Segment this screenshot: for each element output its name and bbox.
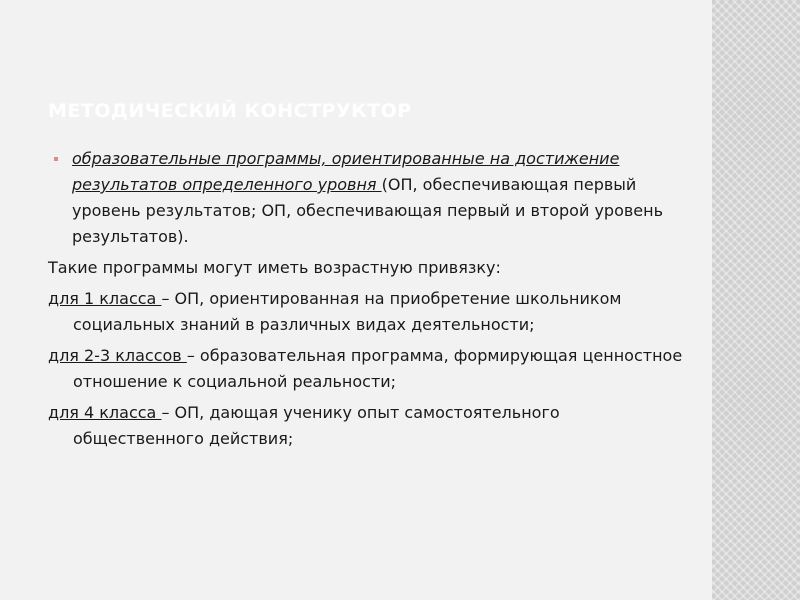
paragraph-1-text: (ОП, обеспечивающая первый уровень результатов; ОП, обеспечивающая первый и второй уровень результатов). <box>72 175 664 246</box>
paragraph-1-link: образовательные программы, ориентированные на достижение результатов определенного уровня <box>72 149 620 194</box>
slide-title: МЕТОДИЧЕСКИЙ КОНСТРУКТОР <box>48 100 412 122</box>
decorative-side-band <box>712 0 800 600</box>
slide-content <box>48 146 688 457</box>
paragraph-2 <box>48 255 688 281</box>
paragraph-3-text: – ОП, ориентированная на приобретение школьником социальных знаний в различных видах деятельности; <box>73 289 622 334</box>
paragraph-4-link: для 2-3 классов <box>48 346 187 365</box>
paragraph-5-link: для 4 класса <box>48 403 162 422</box>
paragraph-3 <box>48 286 688 338</box>
paragraph-5-text: – ОП, дающая ученику опыт самостоятельного общественного действия; <box>73 403 560 448</box>
paragraph-4-text: – образовательная программа, формирующая ценностное отношение к социальной реальности; <box>73 346 683 391</box>
paragraph-5 <box>48 400 688 452</box>
bullet-marker-icon <box>54 157 58 161</box>
paragraph-2-text: Такие программы могут иметь возрастную привязку: <box>48 258 501 277</box>
paragraph-4 <box>48 343 688 395</box>
paragraph-3-link: для 1 класса <box>48 289 162 308</box>
paragraph-1 <box>48 146 688 250</box>
